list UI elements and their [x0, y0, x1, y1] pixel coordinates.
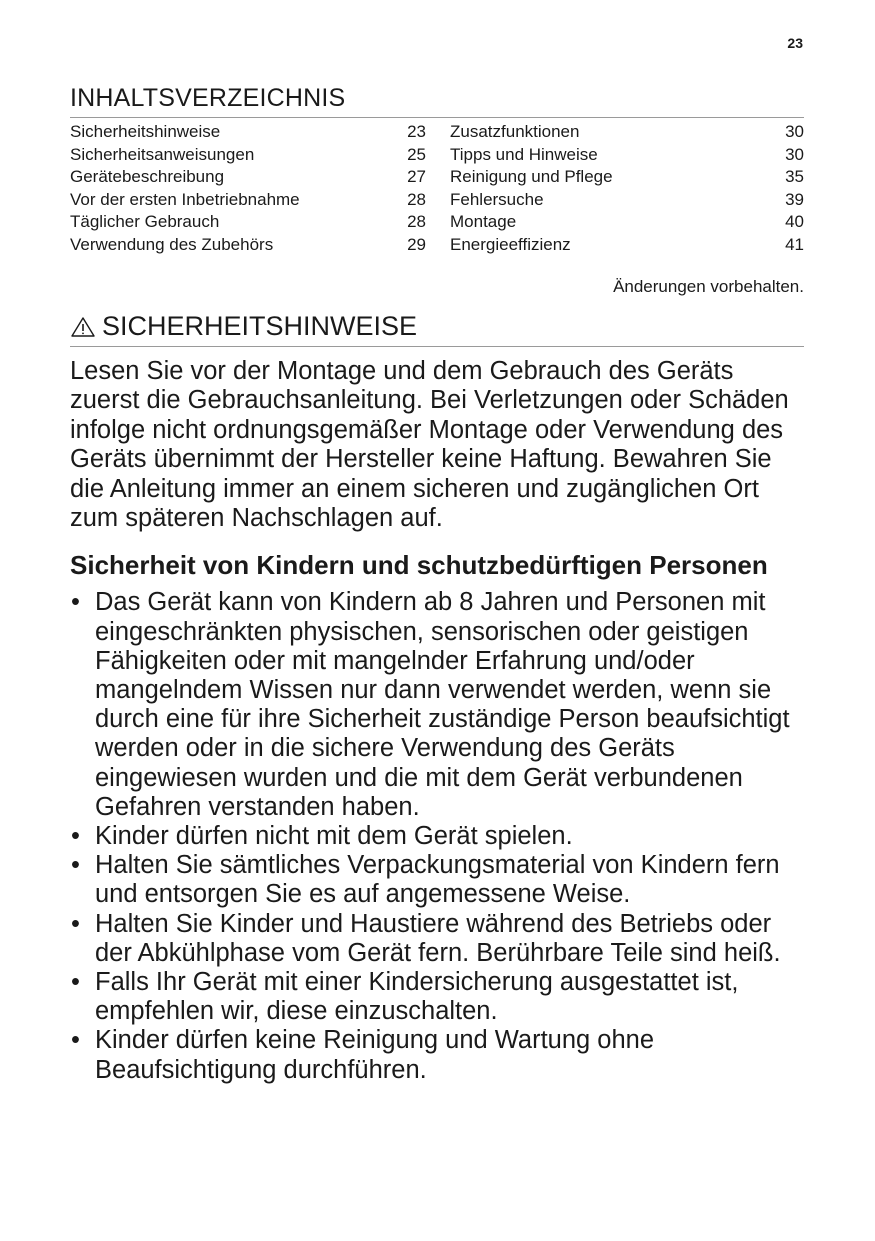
toc-entry[interactable] — [450, 166, 804, 189]
toc-entry-label: Vor der ersten Inbetriebnahme — [70, 189, 300, 209]
list-item-text: Kinder dürfen nicht mit dem Gerät spielen. — [95, 822, 573, 851]
toc-entry-label: Reinigung und Pflege — [450, 167, 613, 186]
toc-entry-page: 25 — [407, 144, 426, 164]
toc-entry-page: 23 — [407, 122, 426, 141]
list-item — [70, 910, 804, 968]
toc-entry-page: 28 — [407, 212, 426, 231]
toc-entry[interactable] — [70, 234, 426, 257]
list-item-text: Halten Sie Kinder und Haustiere während des Betriebs oder der Abkühlphase vom Gerät fern. Berührbare Teile sind heiß. — [95, 909, 781, 967]
toc-entry[interactable] — [450, 121, 804, 144]
toc-entry[interactable] — [450, 189, 804, 212]
toc-entry[interactable] — [450, 211, 804, 234]
toc-entry-label: Tipps und Hinweise — [450, 144, 598, 164]
bullet-dot: • — [71, 1026, 80, 1055]
toc-entry[interactable] — [70, 166, 426, 189]
toc-left-column — [70, 121, 426, 256]
toc-entry-label: Gerätebeschreibung — [70, 167, 225, 186]
toc-title: INHALTSVERZEICHNIS — [70, 84, 804, 118]
toc-entry[interactable] — [70, 144, 426, 167]
toc-entry-label: Energieeffizienz — [450, 234, 571, 254]
list-item — [70, 822, 804, 851]
toc-entry-label: Sicherheitshinweise — [70, 122, 221, 141]
toc-entry[interactable] — [70, 211, 426, 234]
toc-right-column — [450, 121, 804, 256]
toc-entry-label: Zusatzfunktionen — [450, 122, 580, 141]
section-title-text: SICHERHEITSHINWEISE — [102, 311, 418, 341]
list-item — [70, 968, 804, 1026]
toc-entry-page: 35 — [785, 167, 804, 186]
change-note: Änderungen vorbehalten. — [613, 277, 804, 296]
bullet-dot: • — [71, 822, 80, 851]
toc-entry-page: 29 — [407, 234, 426, 254]
toc-entry-label: Täglicher Gebrauch — [70, 212, 220, 231]
toc-entry-label: Sicherheitsanweisungen — [70, 144, 255, 164]
toc-entry[interactable] — [450, 234, 804, 257]
list-item — [70, 1026, 804, 1084]
bullet-dot: • — [71, 851, 80, 880]
toc-entry-page: 30 — [785, 122, 804, 141]
toc-entry-label: Verwendung des Zubehörs — [70, 234, 274, 254]
toc-entry-page: 28 — [407, 189, 426, 209]
intro-paragraph: Lesen Sie vor der Montage und dem Gebrauch des Geräts zuerst die Gebrauchsanleitung. Bei Verletzungen oder Schäden infolge nicht ordnungsgemäßer Montage oder Verwendung des Geräts übernimmt der Hersteller keine Haftung. Bewahren Sie die Anleitung immer an einem sicheren und zugänglichen Ort zum späteren Nachschlagen auf. — [70, 357, 789, 533]
toc-entry[interactable] — [70, 189, 426, 212]
safety-bullet-list — [70, 588, 804, 1084]
list-item-text: Das Gerät kann von Kindern ab 8 Jahren und Personen mit eingeschränkten physischen, sensorischen oder geistigen Fähigkeiten oder mit mangelnder Erfahrung und/oder mangelndem Wissen nur dann verwendet werden, wenn sie durch eine für ihre Sicherheit zuständige Person beaufsichtigt werden oder in die sichere Verwendung des Geräts eingewiesen wurden und die mit dem Gerät verbundenen Gefahren verstanden haben. — [95, 588, 790, 821]
bullet-dot: • — [71, 909, 80, 938]
toc-entry-label: Montage — [450, 212, 517, 231]
toc-entry-page: 40 — [785, 212, 804, 231]
section-title — [70, 311, 804, 347]
table-of-contents — [70, 121, 804, 256]
bullet-dot: • — [71, 968, 80, 997]
toc-entry-page: 27 — [407, 167, 426, 186]
list-item — [70, 851, 804, 909]
toc-entry[interactable] — [450, 144, 804, 167]
list-item-text: Halten Sie sämtliches Verpackungsmaterial von Kindern fern und entsorgen Sie es auf angemessene Weise. — [95, 851, 780, 909]
toc-entry-page: 30 — [785, 144, 804, 164]
list-item — [70, 588, 804, 822]
list-item-text: Kinder dürfen keine Reinigung und Wartung ohne Beaufsichtigung durchführen. — [95, 1026, 655, 1084]
toc-entry[interactable] — [70, 121, 426, 144]
toc-entry-page: 39 — [785, 189, 804, 209]
page-number: 23 — [787, 35, 803, 51]
warning-triangle-icon — [70, 315, 96, 339]
list-item-text: Falls Ihr Gerät mit einer Kindersicherung ausgestattet ist, empfehlen wir, diese einzuschalten. — [95, 968, 739, 1026]
toc-entry-page: 41 — [785, 234, 804, 254]
subheading-child-safety: Sicherheit von Kindern und schutzbedürftigen Personen — [70, 550, 768, 581]
page-content — [70, 84, 804, 1085]
toc-entry-label: Fehlersuche — [450, 189, 544, 209]
bullet-dot: • — [71, 588, 80, 617]
